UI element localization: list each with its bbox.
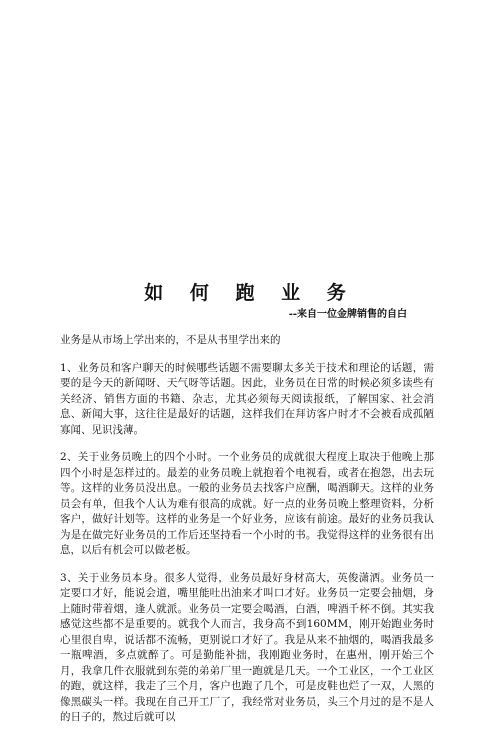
body-paragraph: 3、关于业务员本身。很多人觉得，业务员最好身材高大，英俊潇洒。业务员一定要口才好，能说会道，嘴里能吐出油来才叫口才好。业务员一定要会抽烟，身上随时带着烟，逢人就派。业务员一定要会喝酒，白酒，啤酒千杯不倒。其实我感觉这些都不是重要的。就我个人而言，我身高不到160MM，刚开始跑业务时心里很自卑，说话都不流畅，更别说口才好了。我是从来不抽烟的，喝酒我最多一瓶啤酒，多点就醉了。可是勤能补拙，我刚跑业务时，在惠州，刚开始三个月，我拿几件衣服就到东莞的弟弟厂里一跑就是几天。一个工业区，一个工业区的跑，就这样，我走了三个月，客户也跑了几个，可是皮鞋也烂了一双，人黑的像黑碳头一样。我现在自己开工厂了，我经常对业务员，头三个月过的是不是人的日子的，熬过后就可以 <box>60 571 434 723</box>
body-paragraph: 2、关于业务员晚上的四个小时。一个业务员的成就很大程度上取决于他晚上那四个小时是怎样过的。最差的业务员晚上就抱着个电视看，或者在抱怨，出去玩等。这样的业务员没出息。一般的业务员去找客户应酬，喝酒聊天。这样的业务员会有单，但我个人认为难有很高的成就。好一点的业务员晚上整理资料，分析客户，做好计划等。这样的业务是一个好业务，应该有前途。最好的业务员我认为是在做完好业务员的工作后还坚持看一个小时的书。我觉得这样的业务很有出息，以后有机会可以做老板。 <box>60 451 434 556</box>
intro-paragraph: 业务是从市场上学出来的，不是从书里学出来的 <box>60 334 281 346</box>
document-subtitle: --来自一位金牌销售的自白 <box>288 309 407 320</box>
document-body <box>60 333 434 738</box>
document-title: 如 何 跑 业 务 <box>144 282 356 304</box>
body-paragraph: 1、业务员和客户聊天的时候哪些话题不需要聊太多关于技术和理论的话题，需要的是今天的新闻呀、天气呀等话题。因此，业务员在日常的时候必须多读些有关经济、销售方面的书籍、杂志，尤其必须每天阅读报纸，了解国家、社会消息、新闻大事，这往往是最好的话题，这样我们在拜访客户时才不会被看成孤陋寡闻、见识浅薄。 <box>60 361 434 436</box>
